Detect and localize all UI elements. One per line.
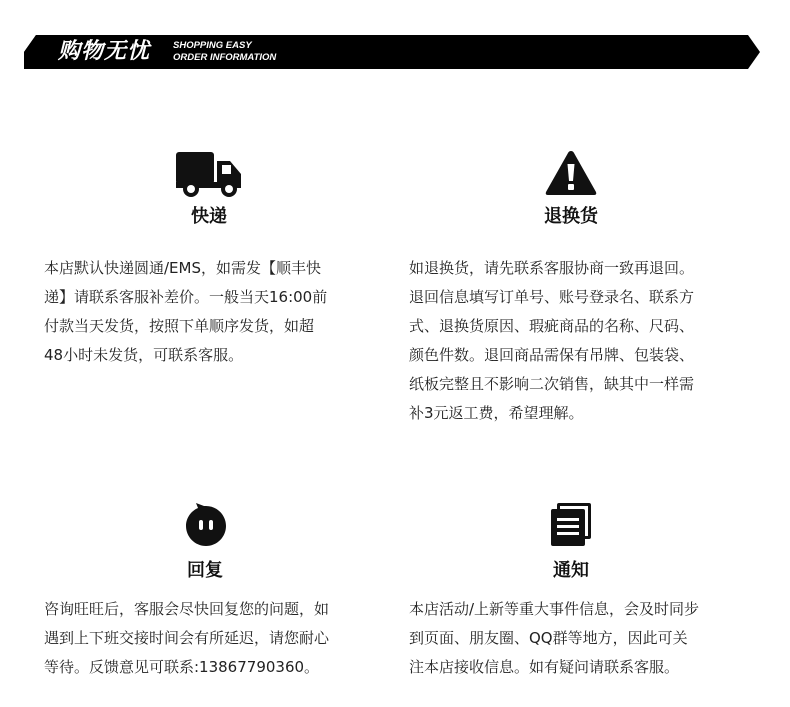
truck-icon — [176, 152, 242, 198]
text-line: 式、退换货原因、瑕疵商品的名称、尺码、 — [409, 317, 695, 335]
text-line: 纸板完整且不影响二次销售，缺其中一样需 — [409, 375, 695, 393]
text-line: 咨询旺旺后，客服会尽快回复您的问题，如 — [44, 600, 330, 618]
section-title-returns: 退换货 — [544, 206, 598, 227]
documents-icon — [549, 503, 593, 547]
section-body-delivery — [44, 254, 327, 370]
banner-subtitle-line2: ORDER INFORMATION — [173, 52, 277, 63]
text-line: 付款当天发货，按照下单顺序发货，如超 — [44, 317, 315, 335]
text-line: 本店默认快递圆通/EMS，如需发【顺丰快 — [44, 259, 321, 277]
banner-subtitle — [173, 40, 276, 64]
banner-title: 购物无忧 — [58, 39, 151, 64]
section-body-reply — [44, 595, 329, 682]
text-line: 退回信息填写订单号、账号登录名、联系方 — [409, 288, 695, 306]
text-line: 等待。反馈意见可联系:13867790360。 — [44, 658, 320, 676]
warning-icon — [545, 150, 597, 196]
text-line: 到页面、朋友圈、QQ群等地方，因此可关 — [409, 629, 688, 647]
section-title-delivery: 快递 — [191, 206, 227, 227]
text-line: 遇到上下班交接时间会有所延迟，请您耐心 — [44, 629, 330, 647]
text-line: 注本店接收信息。如有疑问请联系客服。 — [409, 658, 680, 676]
text-line: 如退换货，请先联系客服协商一致再退回。 — [409, 259, 695, 277]
banner-subtitle-line1: SHOPPING EASY — [173, 40, 252, 51]
text-line: 颜色件数。退回商品需保有吊牌、包装袋、 — [409, 346, 695, 364]
section-body-returns — [409, 254, 694, 428]
text-line: 本店活动/上新等重大事件信息，会及时同步 — [409, 600, 700, 618]
chat-bubble-icon — [184, 503, 228, 547]
section-title-reply: 回复 — [187, 560, 223, 581]
section-title-notice: 通知 — [553, 560, 589, 581]
header-banner — [24, 35, 760, 69]
text-line: 递】请联系客服补差价。一般当天16:00前 — [44, 288, 328, 306]
text-line: 48小时未发货，可联系客服。 — [44, 346, 244, 364]
text-line: 补3元返工费，希望理解。 — [409, 404, 584, 422]
section-body-notice — [409, 595, 699, 682]
